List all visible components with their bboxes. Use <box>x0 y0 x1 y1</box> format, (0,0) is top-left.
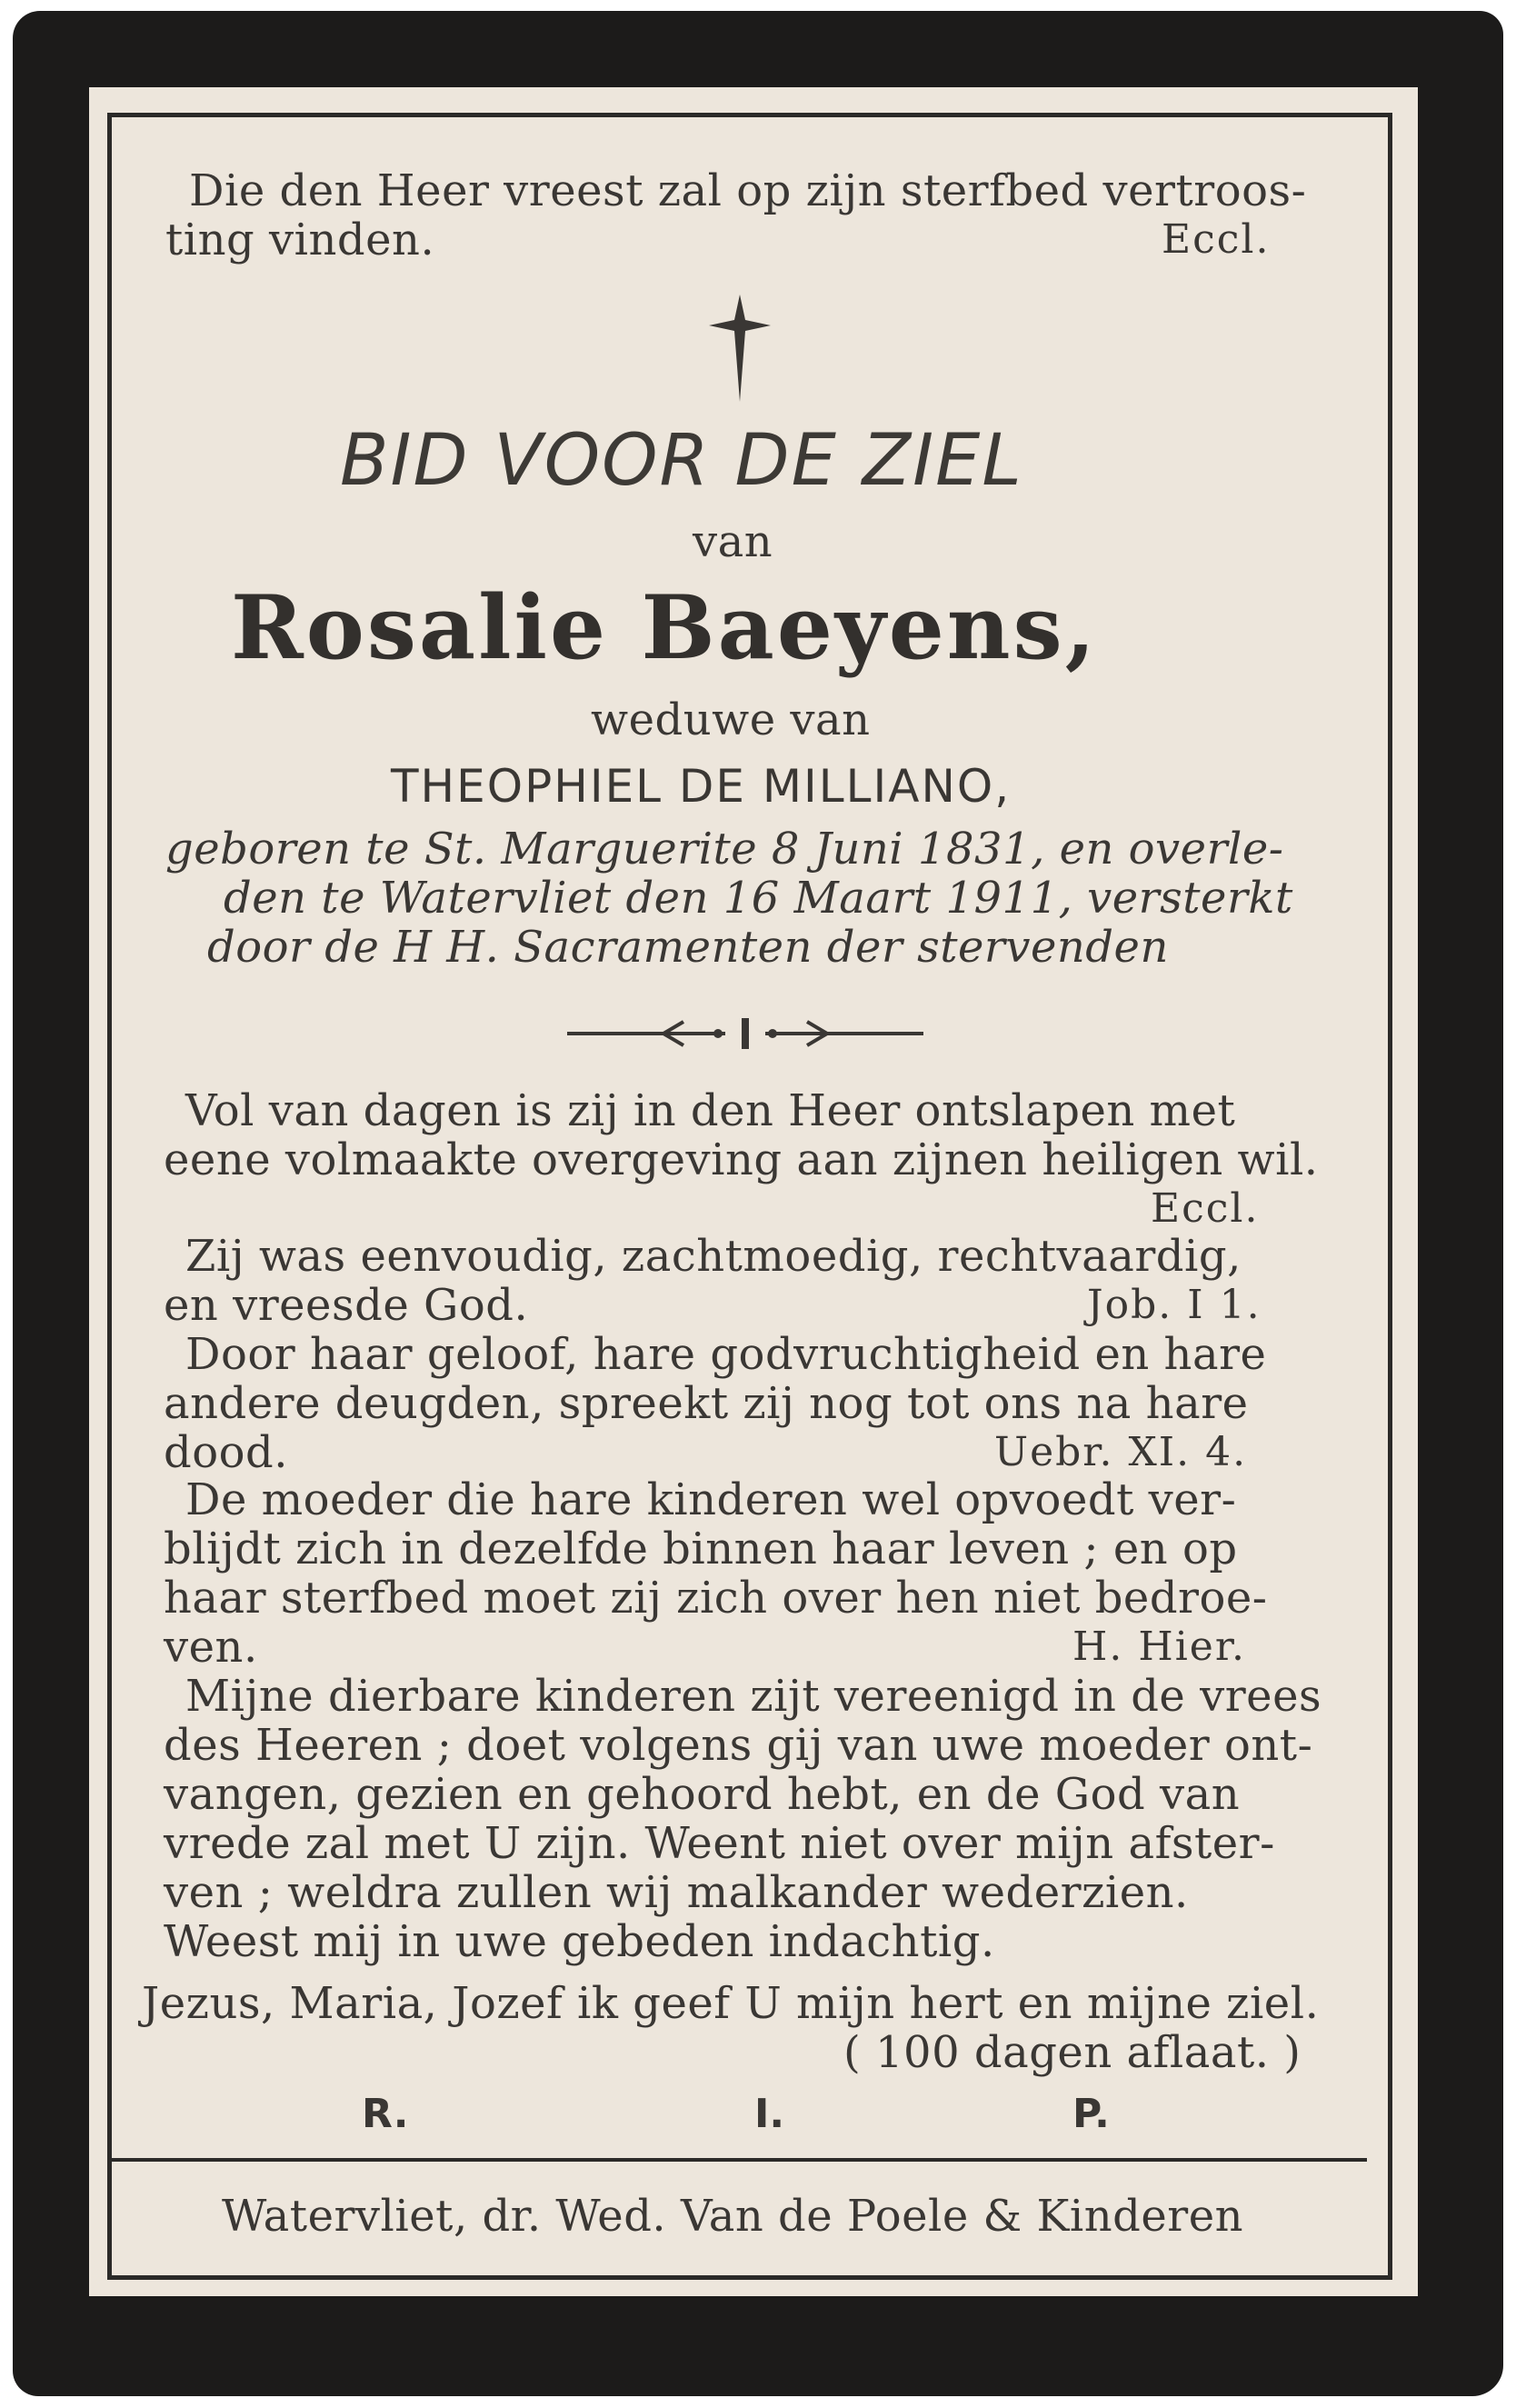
verse-3-line-1: Door haar geloof, hare godvruchtigheid en hare <box>185 1329 1267 1380</box>
rip-p: P. <box>1072 2091 1110 2137</box>
arrow-divider-icon <box>564 1011 927 1056</box>
verse-2-line-1: Zij was eenvoudig, zachtmoedig, rechtvaardig, <box>185 1231 1242 1282</box>
epigraph-line-1: Die den Heer vreest zal op zijn sterfbed vertroos- <box>189 165 1307 216</box>
verse-1-line-1: Vol van dagen is zij in den Heer ontslapen met <box>185 1085 1236 1136</box>
verse-5-line-3: vangen, gezien en gehoord hebt, en de God van <box>164 1769 1241 1820</box>
husband-name: THEOPHIEL DE MILLIANO, <box>391 760 1012 813</box>
latin-cross-icon <box>705 293 774 405</box>
verse-4-line-1: De moeder die hare kinderen wel opvoedt ver- <box>185 1474 1237 1525</box>
verse-1-line-2: eene volmaakte overgeving aan zijnen heiligen wil. <box>164 1134 1319 1185</box>
verse-5-line-1: Mijne dierbare kinderen zijt vereenigd in de vrees <box>185 1671 1322 1722</box>
verse-4-line-4: ven. <box>164 1622 258 1673</box>
verse-3-line-2: andere deugden, spreekt zij nog tot ons na hare <box>164 1378 1249 1429</box>
epigraph-line-2: ting vinden. <box>165 215 435 265</box>
verse-5-line-4: vrede zal met U zijn. Weent niet over mijn afster- <box>164 1818 1275 1869</box>
verse-5-line-6: Weest mij in uwe gebeden indachtig. <box>164 1916 995 1967</box>
birth-death-line-1: geboren te St. Marguerite 8 Juni 1831, en overle- <box>165 824 1284 874</box>
epigraph-source: Eccl. <box>1162 216 1271 263</box>
verse-4-ref: H. Hier. <box>1072 1624 1247 1670</box>
birth-death-line-3: door de H H. Sacramenten der stervenden <box>207 922 1169 973</box>
verse-5-line-2: des Heeren ; doet volgens gij van uwe moeder ont- <box>164 1720 1313 1771</box>
widow-of-label: weduwe van <box>591 694 871 745</box>
verse-4-line-3: haar sterfbed moet zij zich over hen niet bedroe- <box>164 1573 1268 1624</box>
verse-5-line-5: ven ; weldra zullen wij malkander wederzien. <box>164 1867 1189 1918</box>
page-title: BID VOOR DE ZIEL <box>340 420 1023 502</box>
deceased-name: Rosalie Baeyens, <box>231 576 1099 679</box>
rip-i: I. <box>754 2091 785 2137</box>
verse-3-line-3: dood. <box>164 1427 289 1478</box>
footer-divider <box>109 2158 1367 2162</box>
closing-prayer: Jezus, Maria, Jozef ik geef U mijn hert en mijne ziel. <box>142 1978 1320 2029</box>
verse-2-line-2: en vreesde God. <box>164 1280 529 1331</box>
birth-death-line-2: den te Watervliet den 16 Maart 1911, versterkt <box>224 873 1293 924</box>
verse-2-ref: Job. I 1. <box>1087 1282 1262 1328</box>
verse-1-ref: Eccl. <box>1151 1185 1260 1232</box>
van-label: van <box>693 516 773 567</box>
rip-r: R. <box>362 2091 409 2137</box>
indulgence-note: ( 100 dagen aflaat. ) <box>843 2027 1302 2078</box>
verse-3-ref: Uebr. XI. 4. <box>994 1429 1248 1475</box>
verse-4-line-2: blijdt zich in dezelfde binnen haar leven ; en op <box>164 1524 1238 1574</box>
printer-imprint: Watervliet, dr. Wed. Van de Poele & Kinderen <box>222 2191 1244 2242</box>
